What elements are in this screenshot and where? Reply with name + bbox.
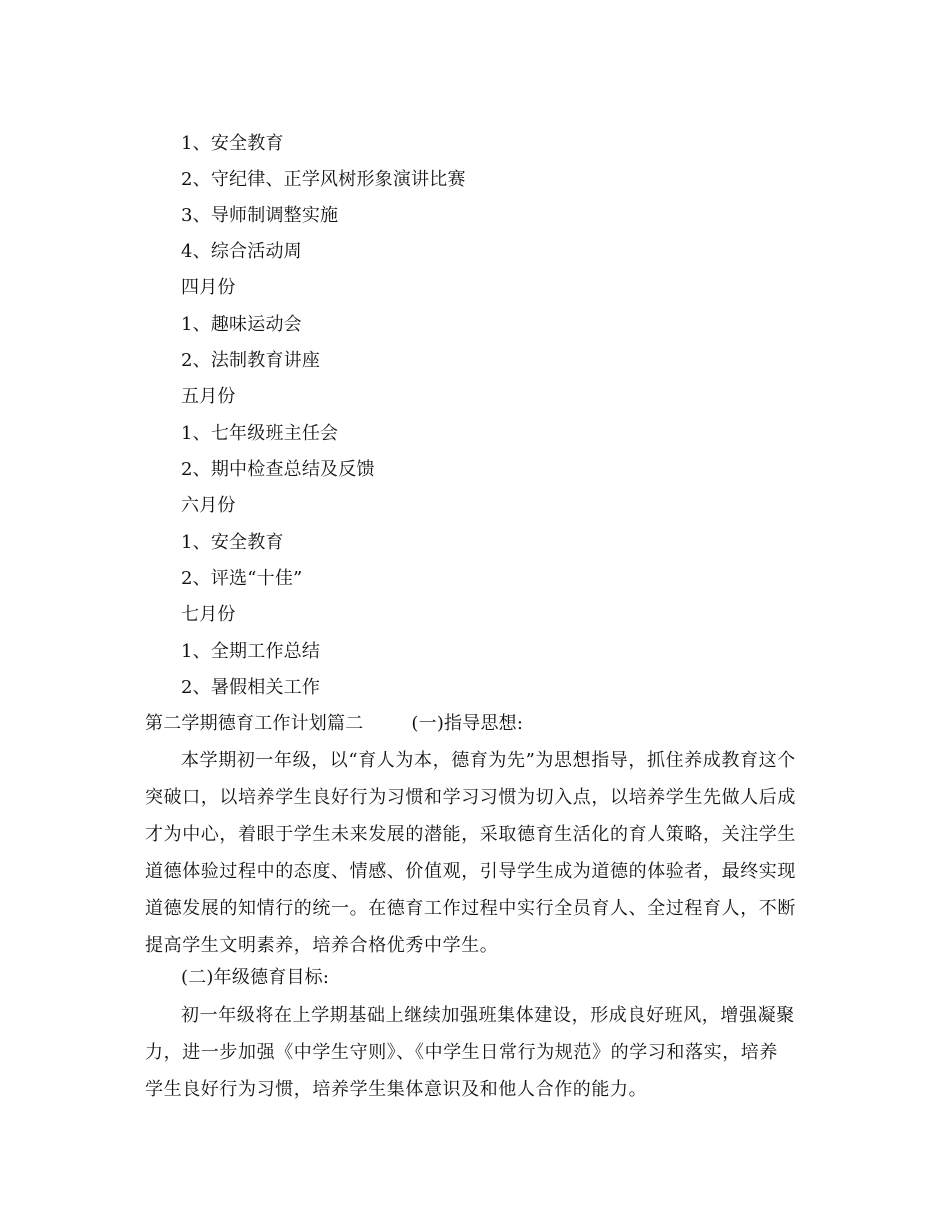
month-heading-july: 七月份 xyxy=(181,604,236,625)
month-heading-may: 五月份 xyxy=(181,386,236,407)
section-title-line xyxy=(145,714,523,734)
list-item: 1、趣味运动会 xyxy=(181,314,302,335)
month-heading-april: 四月份 xyxy=(181,277,236,298)
list-item: 1、全期工作总结 xyxy=(181,641,321,662)
paragraph-line: 学生良好行为习惯，培养学生集体意识及和他人合作的能力。 xyxy=(145,1079,648,1100)
paragraph-grade-goals xyxy=(145,997,805,1108)
paragraph-line: 提高学生文明素养，培养合格优秀中学生。 xyxy=(145,935,499,956)
list-item: 1、安全教育 xyxy=(181,133,284,154)
subheading-guiding-ideology: (一)指导思想: xyxy=(411,713,524,734)
list-item: 2、评选“十佳” xyxy=(181,568,303,589)
paragraph-line: 道德体验过程中的态度、情感、价值观，引导学生成为道德的体验者，最终实现 xyxy=(145,861,796,882)
list-item: 3、导师制调整实施 xyxy=(181,205,339,226)
subheading-grade-goals: (二)年级德育目标: xyxy=(181,967,330,988)
paragraph-guiding-ideology xyxy=(145,742,805,964)
paragraph-line: 本学期初一年级，以“育人为本，德育为先”为思想指导，抓住养成教育这个 xyxy=(181,750,796,771)
list-item: 1、安全教育 xyxy=(181,532,284,553)
paragraph-line: 力，进一步加强《中学生守则》、《中学生日常行为规范》的学习和落实，培养 xyxy=(145,1042,778,1063)
list-item: 2、期中检查总结及反馈 xyxy=(181,459,375,480)
list-item: 2、暑假相关工作 xyxy=(181,677,321,698)
list-item: 4、综合活动周 xyxy=(181,241,302,262)
list-item: 2、法制教育讲座 xyxy=(181,350,321,371)
paragraph-line: 突破口，以培养学生良好行为习惯和学习习惯为切入点，以培养学生先做人后成 xyxy=(145,787,796,808)
paragraph-line: 道德发展的知情行的统一。在德育工作过程中实行全员育人、全过程育人，不断 xyxy=(145,898,796,919)
list-item: 2、守纪律、正学风树形象演讲比赛 xyxy=(181,169,466,190)
month-heading-june: 六月份 xyxy=(181,495,236,516)
paragraph-line: 初一年级将在上学期基础上继续加强班集体建设，形成良好班风，增强凝聚 xyxy=(181,1005,795,1026)
list-item: 1、七年级班主任会 xyxy=(181,423,339,444)
paragraph-line: 才为中心，着眼于学生未来发展的潜能，采取德育生活化的育人策略，关注学生 xyxy=(145,824,796,845)
section-title: 第二学期德育工作计划篇二 xyxy=(145,713,364,734)
